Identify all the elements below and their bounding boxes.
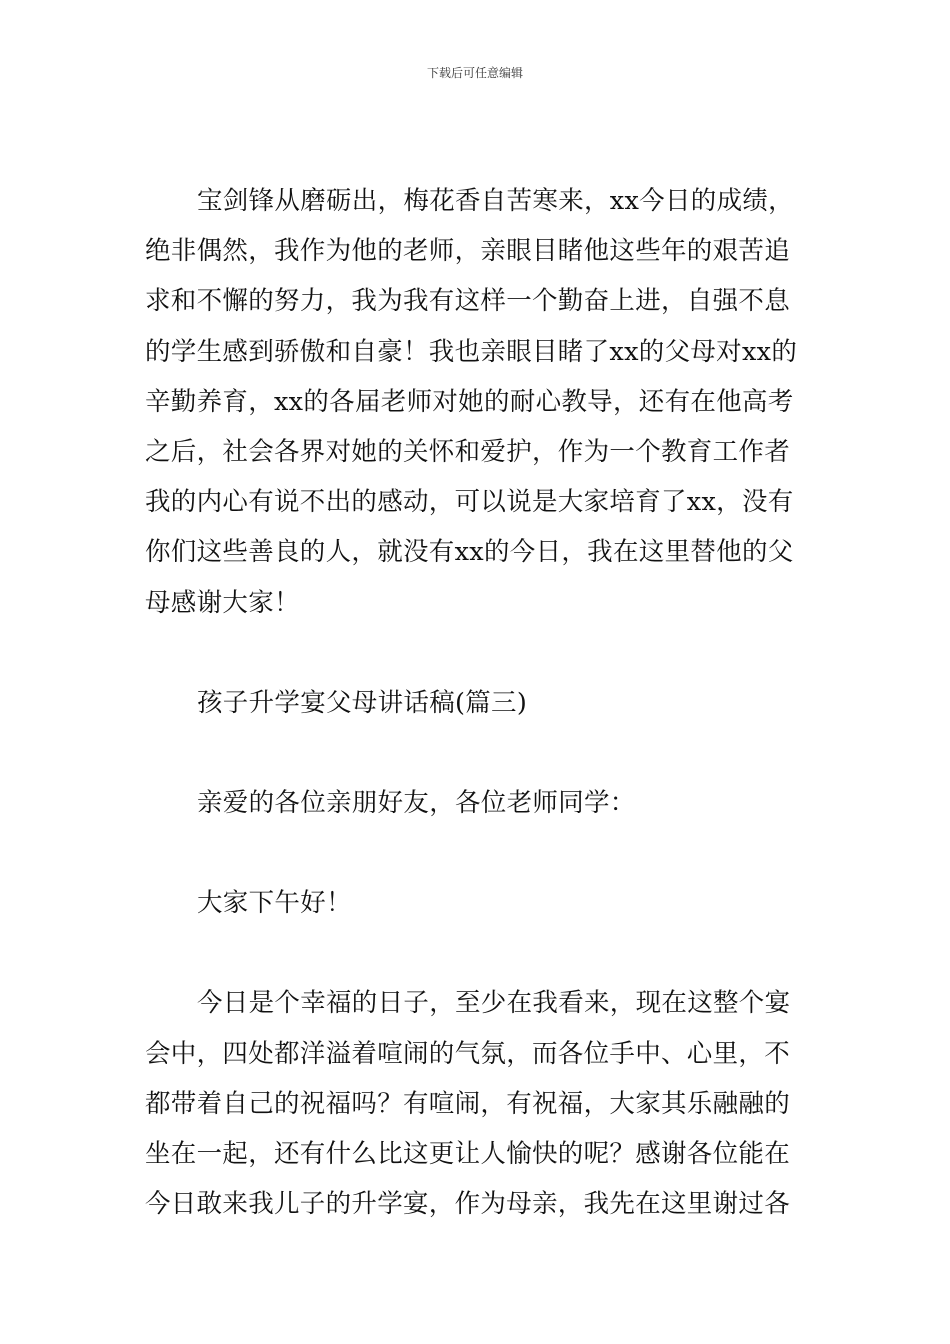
text-line: 绝非偶然，我作为他的老师，亲眼目睹他这些年的艰苦追 xyxy=(145,236,791,267)
text-line: 的学生感到骄傲和自豪！我也亲眼目睹了xx的父母对xx的 xyxy=(145,336,798,367)
paragraph-spacer xyxy=(145,628,807,678)
document-body xyxy=(145,176,807,1229)
text-line: 母感谢大家！ xyxy=(145,587,300,618)
text-line: 求和不懈的努力，我为我有这样一个勤奋上进，自强不息 xyxy=(145,286,791,317)
text-line: 坐在一起，还有什么比这更让人愉快的呢？感谢各位能在 xyxy=(145,1139,791,1170)
text-line: 今日是个幸福的日子，至少在我看来，现在这整个宴 xyxy=(197,988,791,1019)
paragraph-2 xyxy=(145,978,807,1229)
greeting-text: 亲爱的各位亲朋好友，各位老师同学： xyxy=(197,788,636,819)
text-line: 今日敢来我儿子的升学宴，作为母亲，我先在这里谢过各 xyxy=(145,1189,791,1220)
paragraph-1 xyxy=(145,176,807,628)
salutation-text: 大家下午好！ xyxy=(197,888,352,919)
text-line: 之后，社会各界对她的关怀和爱护，作为一个教育工作者 xyxy=(145,437,791,468)
paragraph-spacer xyxy=(145,728,807,778)
text-line: 你们这些善良的人，就没有xx的今日，我在这里替他的父 xyxy=(145,537,794,568)
section-title xyxy=(145,678,807,728)
text-line: 宝剑锋从磨砺出，梅花香自苦寒来，xx今日的成绩， xyxy=(197,186,794,216)
salutation xyxy=(145,878,807,928)
text-line: 辛勤养育，xx的各届老师对她的耐心教导，还有在他高考 xyxy=(145,386,794,417)
text-line: 我的内心有说不出的感动，可以说是大家培育了xx，没有 xyxy=(145,487,794,518)
text-line: 会中，四处都洋溢着喧闹的气氛，而各位手中、心里，不 xyxy=(145,1038,791,1069)
paragraph-spacer xyxy=(145,928,807,978)
section-title-text: 孩子升学宴父母讲话稿(篇三) xyxy=(197,687,528,718)
greeting xyxy=(145,778,807,828)
text-line: 都带着自己的祝福吗？有喧闹，有祝福，大家其乐融融的 xyxy=(145,1088,791,1119)
page-header: 下载后可任意编辑 xyxy=(426,66,523,80)
paragraph-spacer xyxy=(145,828,807,878)
